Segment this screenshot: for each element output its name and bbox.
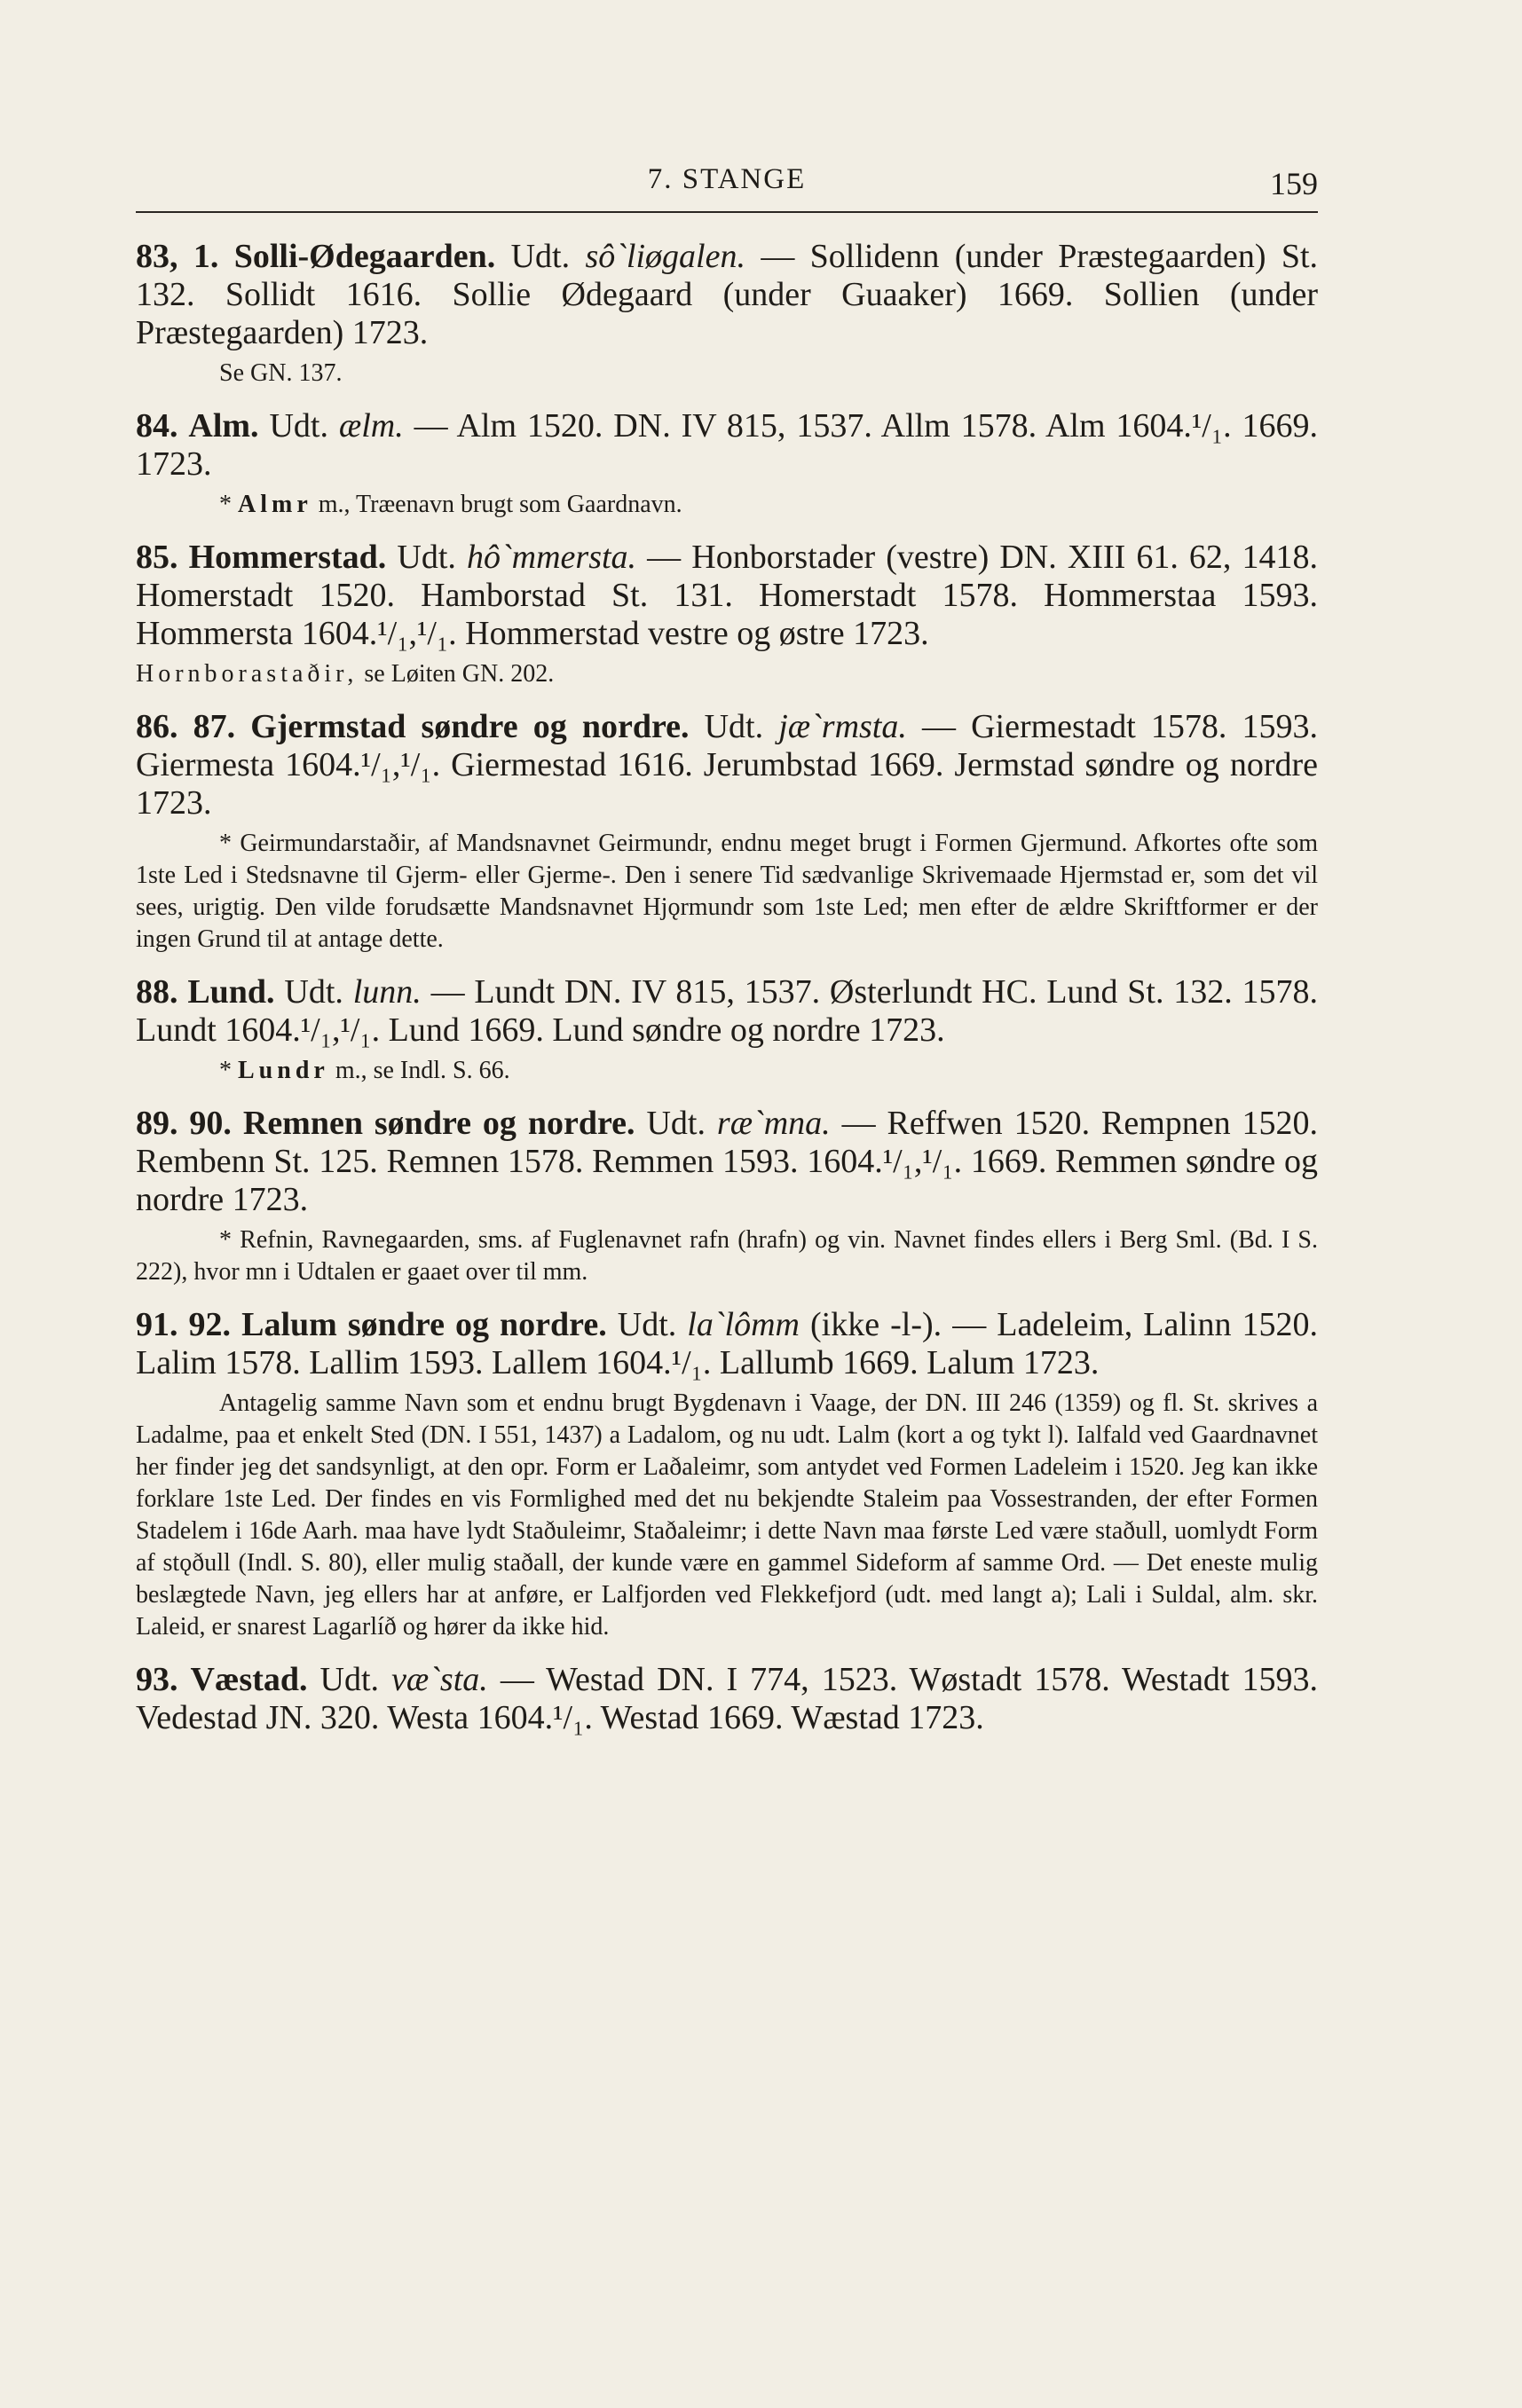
entry-note: * Refnin, Ravnegaarden, sms. af Fuglenavnet rafn (hrafn) og vin. Navnet findes ellers i Berg Sml. (Bd. I S. 222), hvor mn i Udtalen er gaaet over til mm.: [136, 1226, 1318, 1286]
pronunciation: ælm.: [338, 407, 404, 445]
note-star: *: [219, 491, 232, 518]
entry-number: 93.: [136, 1661, 178, 1698]
entry-text: [136, 1661, 1318, 1737]
entry-text: [136, 407, 1318, 484]
entry-vaestad: [136, 1661, 1318, 1737]
udt-label: Udt.: [319, 1661, 380, 1698]
entry-forms: — Westad DN. I 774, 1523. Wøstadt 1578. Westadt 1593. Vedestad JN. 320. Westa 1604.¹/₁. Westad 1669. Wæstad 1723.: [136, 1661, 1319, 1736]
entry-forms: — Lundt DN. IV 815, 1537. Østerlundt HC. Lund St. 132. 1578. Lundt 1604.¹/₁,¹/₁. Lund 1669. Lund søndre og nordre 1723.: [136, 973, 1319, 1049]
note-text: m., Træenavn brugt som Gaardnavn.: [311, 491, 682, 518]
entry-name: Væstad.: [190, 1661, 308, 1698]
entry-text: [136, 1306, 1318, 1382]
entry-note: Antagelig samme Navn som et endnu brugt Bygdenavn i Vaage, der DN. III 246 (1359) og fl. St. skrives a Ladalme, paa et enkelt Sted (DN. I 551, 1437) a Ladalom, og nu udt. Lalm (kort a og tykt l). Ialfald ved Gaardnavnet her finder jeg det sandsynligt, at den opr. Form er Laðaleimr, som antydet ved Formen Ladeleim i 1520. Jeg kan ikke forklare 1ste Led. Der findes en vis Formlighed med det nu bekjendte Staleim paa Vossestranden, der efter Formen Stadelem i 16de Aarh. maa have lydt Staðuleimr, Staðaleimr; i dette Navn maa første Led være staðull, uomlydt Form af stǫðull (Indl. S. 80), eller mulig staðall, der kunde være en gammel Sideform af samme Ord. — Det eneste mulig beslægtede Navn, jeg ellers har at anføre, er Lalfjorden ved Flekkefjord (udt. med langt a); Lali i Suldal, alm. skr. Laleid, er snarest Lagarlíð og hører da ikke hid.: [136, 1389, 1318, 1641]
entry-text: [136, 708, 1318, 822]
udt-label: Udt.: [397, 539, 456, 576]
entry-remnen: [136, 1105, 1318, 1288]
entry-number: 86. 87.: [136, 708, 236, 745]
entry-gjermstad: [136, 708, 1318, 956]
udt-label: Udt.: [269, 407, 328, 445]
entry-lund: [136, 973, 1318, 1087]
udt-label: Udt.: [646, 1105, 706, 1142]
entry-text: [136, 973, 1318, 1050]
note-text: se Løiten GN. 202.: [358, 660, 555, 688]
entry-name: Remnen søndre og nordre.: [242, 1105, 635, 1142]
entry-forms: — Reffwen 1520. Rempnen 1520. Rembenn St. 125. Remnen 1578. Remmen 1593. 1604.¹/₁,¹/₁. 1669. Remmen søndre og nordre 1723.: [136, 1105, 1319, 1218]
entry-number: 88.: [136, 973, 178, 1011]
pronunciation: jæ`rmsta.: [778, 708, 907, 745]
entry-number: 83, 1.: [136, 238, 219, 275]
entry-name: Gjermstad søndre og nordre.: [250, 708, 690, 745]
pronunciation: væ`sta.: [391, 1661, 488, 1698]
udt-label: Udt.: [617, 1306, 677, 1343]
entry-name: Hommerstad.: [188, 539, 387, 576]
udt-label: Udt.: [704, 708, 764, 745]
entry-text: [136, 238, 1318, 352]
header-title: 7. STANGE: [647, 163, 807, 195]
page-number: 159: [1270, 166, 1318, 201]
entry-solli-odegaarden: [136, 238, 1318, 390]
entry-number: 84.: [136, 407, 178, 445]
pronunciation: sô`liøgalen.: [585, 238, 745, 275]
note-old-form: Lundr: [238, 1057, 329, 1084]
entry-number: 89. 90.: [136, 1105, 232, 1142]
entry-hommerstad: [136, 539, 1318, 690]
entry-name: Alm.: [188, 407, 259, 445]
note-text: m., se Indl. S. 66.: [328, 1057, 510, 1084]
entries-list: [136, 238, 1318, 1755]
note-old-form: Almr: [238, 491, 312, 518]
entry-alm: [136, 407, 1318, 521]
entry-number: 85.: [136, 539, 178, 576]
entry-name: Lund.: [187, 973, 275, 1011]
udt-label: Udt.: [284, 973, 343, 1011]
entry-text: [136, 1105, 1318, 1219]
entry-forms: — Alm 1520. DN. IV 815, 1537. Allm 1578. Alm 1604.¹/₁. 1669. 1723.: [136, 407, 1319, 483]
note-star: *: [219, 1057, 232, 1084]
entry-note: Se GN. 137.: [219, 359, 343, 387]
entry-note: [136, 658, 1318, 690]
entry-number: 91. 92.: [136, 1306, 232, 1343]
pronunciation: hô`mmersta.: [467, 539, 637, 576]
entry-name: Solli-Ødegaarden.: [233, 238, 496, 275]
entry-note: * Geirmundarstaðir, af Mandsnavnet Geirmundr, endnu meget brugt i Formen Gjermund. Afkortes ofte som 1ste Led i Stedsnavne til Gjerm- eller Gjerme-. Den i senere Tid sædvanlige Skrivemaade Hjermstad er, som det vil sees, urigtig. Den vilde forudsætte Mandsnavnet Hjǫrmundr som 1ste Led; men efter de ældre Skriftformer er der ingen Grund til at antage dette.: [136, 830, 1318, 953]
entry-note: [219, 1055, 1318, 1087]
entry-lalum: [136, 1306, 1318, 1643]
entry-name: Lalum søndre og nordre.: [241, 1306, 607, 1343]
entry-note: [219, 489, 1318, 521]
entry-text: [136, 539, 1318, 653]
entry-forms: — Sollidenn (under Præstegaarden) St. 132. Sollidt 1616. Sollie Ødegaard (under Guaaker) 1669. Sollien (under Præstegaarden) 1723.: [136, 238, 1319, 351]
pronunciation: ræ`mna.: [716, 1105, 831, 1142]
entry-forms: — Giermestadt 1578. 1593. Giermesta 1604.¹/₁,¹/₁. Giermestad 1616. Jerumbstad 1669. Jermstad søndre og nordre 1723.: [136, 708, 1319, 822]
entry-forms: (ikke -l-). — Ladeleim, Lalinn 1520. Lalim 1578. Lallim 1593. Lallem 1604.¹/₁. Lallumb 1669. Lalum 1723.: [136, 1306, 1318, 1381]
pronunciation: la`lômm: [687, 1306, 800, 1343]
entry-forms: — Honborstader (vestre) DN. XIII 61. 62, 1418. Homerstadt 1520. Hamborstad St. 131. Homerstadt 1578. Hommerstaa 1593. Hommersta 1604.¹/₁,¹/₁. Hommerstad vestre og østre 1723.: [136, 539, 1319, 652]
udt-label: Udt.: [510, 238, 571, 275]
running-header: [136, 158, 1318, 213]
pronunciation: lunn.: [352, 973, 422, 1011]
note-old-form: Hornborastaðir,: [136, 660, 359, 688]
